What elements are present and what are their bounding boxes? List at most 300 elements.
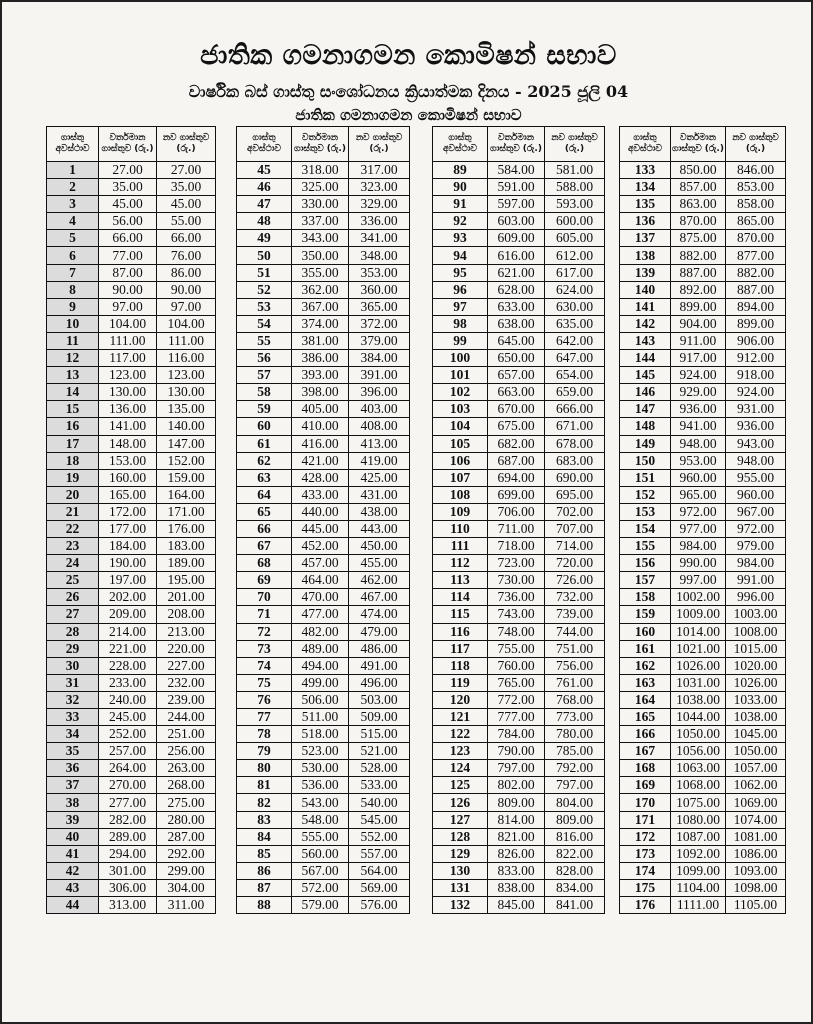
new-fare-cell: 569.00 [349, 879, 410, 896]
table-row [433, 162, 605, 179]
table-row [433, 709, 605, 726]
new-fare-cell: 292.00 [157, 845, 216, 862]
table-row [620, 230, 786, 247]
table-row [620, 520, 786, 537]
table-row [47, 794, 216, 811]
fare-table [236, 126, 410, 914]
new-fare-cell: 877.00 [726, 247, 786, 264]
table-row [237, 401, 410, 418]
current-fare-cell: 66.00 [99, 230, 157, 247]
new-fare-cell: 612.00 [545, 247, 605, 264]
new-fare-cell: 353.00 [349, 264, 410, 281]
fare-section-cell: 100 [433, 350, 488, 367]
fare-section-cell: 128 [433, 828, 488, 845]
new-fare-cell: 720.00 [545, 555, 605, 572]
table-row [47, 350, 216, 367]
table-row [433, 589, 605, 606]
fare-section-cell: 85 [237, 845, 292, 862]
fare-section-cell: 24 [47, 555, 99, 572]
current-fare-cell: 555.00 [292, 828, 349, 845]
table-row [47, 555, 216, 572]
fare-section-cell: 109 [433, 503, 488, 520]
table-row [47, 435, 216, 452]
new-fare-cell: 972.00 [726, 520, 786, 537]
current-fare-cell: 790.00 [488, 743, 545, 760]
new-fare-cell: 841.00 [545, 897, 605, 914]
fare-section-cell: 60 [237, 418, 292, 435]
fare-section-cell: 145 [620, 367, 671, 384]
fare-section-cell: 154 [620, 520, 671, 537]
table-row [433, 179, 605, 196]
fare-section-cell: 117 [433, 640, 488, 657]
fare-section-cell: 171 [620, 811, 671, 828]
current-fare-cell: 1104.00 [671, 879, 726, 896]
table-row [47, 196, 216, 213]
current-fare-cell: 616.00 [488, 247, 545, 264]
fare-section-cell: 114 [433, 589, 488, 606]
current-fare-cell: 405.00 [292, 401, 349, 418]
new-fare-cell: 931.00 [726, 401, 786, 418]
current-fare-cell: 850.00 [671, 162, 726, 179]
fare-section-cell: 21 [47, 503, 99, 520]
fare-section-cell: 67 [237, 538, 292, 555]
table-row [237, 230, 410, 247]
new-fare-cell: 899.00 [726, 315, 786, 332]
fare-section-cell: 73 [237, 640, 292, 657]
fare-section-cell: 71 [237, 606, 292, 623]
new-fare-cell: 55.00 [157, 213, 216, 230]
current-fare-cell: 743.00 [488, 606, 545, 623]
current-fare-cell: 233.00 [99, 674, 157, 691]
new-fare-cell: 666.00 [545, 401, 605, 418]
new-fare-cell: 991.00 [726, 572, 786, 589]
table-row [237, 555, 410, 572]
table-row [620, 247, 786, 264]
table-row [237, 589, 410, 606]
current-fare-cell: 470.00 [292, 589, 349, 606]
table-row [433, 230, 605, 247]
current-fare-cell: 141.00 [99, 418, 157, 435]
current-fare-cell: 948.00 [671, 435, 726, 452]
table-row [620, 709, 786, 726]
table-row [620, 640, 786, 657]
table-row [237, 452, 410, 469]
current-fare-header: වර්තමාන ගාස්තුව (රු.) [488, 127, 545, 162]
new-fare-cell: 443.00 [349, 520, 410, 537]
table-row [237, 384, 410, 401]
new-fare-cell: 576.00 [349, 897, 410, 914]
fare-table [619, 126, 786, 914]
new-fare-cell: 171.00 [157, 503, 216, 520]
fare-section-cell: 139 [620, 264, 671, 281]
fare-section-cell: 5 [47, 230, 99, 247]
fare-section-cell: 56 [237, 350, 292, 367]
new-fare-cell: 540.00 [349, 794, 410, 811]
current-fare-cell: 87.00 [99, 264, 157, 281]
new-fare-cell: 90.00 [157, 281, 216, 298]
table-row [47, 777, 216, 794]
table-row [47, 367, 216, 384]
current-fare-cell: 748.00 [488, 623, 545, 640]
new-fare-cell: 372.00 [349, 315, 410, 332]
fare-section-cell: 86 [237, 862, 292, 879]
new-fare-cell: 263.00 [157, 760, 216, 777]
fare-section-cell: 63 [237, 469, 292, 486]
fare-section-cell: 87 [237, 879, 292, 896]
new-fare-cell: 104.00 [157, 315, 216, 332]
new-fare-header: නව ගාස්තුව (රු.) [545, 127, 605, 162]
current-fare-cell: 433.00 [292, 486, 349, 503]
fare-section-cell: 19 [47, 469, 99, 486]
fare-section-cell: 7 [47, 264, 99, 281]
table-row [433, 691, 605, 708]
new-fare-cell: 887.00 [726, 281, 786, 298]
fare-section-cell: 155 [620, 538, 671, 555]
current-fare-cell: 511.00 [292, 709, 349, 726]
fare-section-cell: 132 [433, 897, 488, 914]
new-fare-cell: 768.00 [545, 691, 605, 708]
current-fare-cell: 1026.00 [671, 657, 726, 674]
fare-section-cell: 53 [237, 298, 292, 315]
new-fare-cell: 176.00 [157, 520, 216, 537]
fare-table [46, 126, 216, 914]
current-fare-cell: 904.00 [671, 315, 726, 332]
fare-section-cell: 78 [237, 726, 292, 743]
new-fare-cell: 739.00 [545, 606, 605, 623]
table-row [433, 486, 605, 503]
new-fare-cell: 785.00 [545, 743, 605, 760]
current-fare-cell: 264.00 [99, 760, 157, 777]
current-fare-cell: 506.00 [292, 691, 349, 708]
fare-section-cell: 159 [620, 606, 671, 623]
fare-section-cell: 95 [433, 264, 488, 281]
fare-section-cell: 168 [620, 760, 671, 777]
current-fare-cell: 1031.00 [671, 674, 726, 691]
new-fare-cell: 707.00 [545, 520, 605, 537]
current-fare-cell: 165.00 [99, 486, 157, 503]
current-fare-cell: 911.00 [671, 332, 726, 349]
fare-section-cell: 81 [237, 777, 292, 794]
fare-section-cell: 31 [47, 674, 99, 691]
fare-section-cell: 121 [433, 709, 488, 726]
fare-section-cell: 47 [237, 196, 292, 213]
table-row [433, 862, 605, 879]
current-fare-cell: 343.00 [292, 230, 349, 247]
fare-section-cell: 89 [433, 162, 488, 179]
fare-section-cell: 64 [237, 486, 292, 503]
new-fare-cell: 413.00 [349, 435, 410, 452]
current-fare-cell: 797.00 [488, 760, 545, 777]
table-header-row [433, 127, 605, 162]
new-fare-cell: 797.00 [545, 777, 605, 794]
current-fare-cell: 489.00 [292, 640, 349, 657]
current-fare-cell: 1002.00 [671, 589, 726, 606]
new-fare-cell: 280.00 [157, 811, 216, 828]
table-row [433, 845, 605, 862]
fare-section-cell: 65 [237, 503, 292, 520]
new-fare-cell: 714.00 [545, 538, 605, 555]
new-fare-cell: 635.00 [545, 315, 605, 332]
table-row [433, 606, 605, 623]
table-row [47, 401, 216, 418]
table-row [237, 162, 410, 179]
table-row [237, 777, 410, 794]
fare-section-cell: 167 [620, 743, 671, 760]
table-row [620, 350, 786, 367]
current-fare-cell: 772.00 [488, 691, 545, 708]
fare-section-cell: 54 [237, 315, 292, 332]
new-fare-cell: 581.00 [545, 162, 605, 179]
fare-section-cell: 97 [433, 298, 488, 315]
fare-section-cell: 57 [237, 367, 292, 384]
fare-section-cell: 104 [433, 418, 488, 435]
fare-section-cell: 35 [47, 743, 99, 760]
fare-section-cell: 33 [47, 709, 99, 726]
new-fare-cell: 960.00 [726, 486, 786, 503]
new-fare-cell: 360.00 [349, 281, 410, 298]
new-fare-cell: 491.00 [349, 657, 410, 674]
current-fare-cell: 136.00 [99, 401, 157, 418]
new-fare-cell: 1026.00 [726, 674, 786, 691]
new-fare-cell: 642.00 [545, 332, 605, 349]
new-fare-cell: 66.00 [157, 230, 216, 247]
fare-section-cell: 61 [237, 435, 292, 452]
fare-section-cell: 40 [47, 828, 99, 845]
table-row [237, 435, 410, 452]
fare-section-cell: 163 [620, 674, 671, 691]
fare-section-cell: 76 [237, 691, 292, 708]
new-fare-cell: 152.00 [157, 452, 216, 469]
table-row [433, 811, 605, 828]
new-fare-cell: 1015.00 [726, 640, 786, 657]
new-fare-cell: 816.00 [545, 828, 605, 845]
new-fare-cell: 865.00 [726, 213, 786, 230]
new-fare-cell: 671.00 [545, 418, 605, 435]
new-fare-cell: 1074.00 [726, 811, 786, 828]
fare-section-cell: 133 [620, 162, 671, 179]
current-fare-header: වර්තමාන ගාස්තුව (රු.) [292, 127, 349, 162]
new-fare-cell: 116.00 [157, 350, 216, 367]
new-fare-cell: 853.00 [726, 179, 786, 196]
fare-section-cell: 134 [620, 179, 671, 196]
fare-section-cell: 77 [237, 709, 292, 726]
table-row [433, 384, 605, 401]
new-fare-cell: 189.00 [157, 555, 216, 572]
current-fare-cell: 381.00 [292, 332, 349, 349]
fare-section-cell: 23 [47, 538, 99, 555]
fare-section-cell: 3 [47, 196, 99, 213]
table-row [433, 401, 605, 418]
table-row [620, 332, 786, 349]
current-fare-cell: 410.00 [292, 418, 349, 435]
new-fare-cell: 882.00 [726, 264, 786, 281]
table-row [237, 196, 410, 213]
new-fare-cell: 780.00 [545, 726, 605, 743]
fare-section-cell: 74 [237, 657, 292, 674]
table-row [47, 332, 216, 349]
current-fare-cell: 567.00 [292, 862, 349, 879]
document-title: ජාතික ගමනාගමන කොමිෂන් සභාව [200, 40, 617, 71]
current-fare-header: වර්තමාන ගාස්තුව (රු.) [671, 127, 726, 162]
current-fare-cell: 760.00 [488, 657, 545, 674]
fare-section-cell: 39 [47, 811, 99, 828]
fare-section-cell: 15 [47, 401, 99, 418]
current-fare-cell: 428.00 [292, 469, 349, 486]
new-fare-cell: 605.00 [545, 230, 605, 247]
table-row [620, 811, 786, 828]
current-fare-cell: 1075.00 [671, 794, 726, 811]
table-row [620, 879, 786, 896]
new-fare-cell: 1045.00 [726, 726, 786, 743]
new-fare-cell: 678.00 [545, 435, 605, 452]
current-fare-cell: 621.00 [488, 264, 545, 281]
table-row [433, 743, 605, 760]
table-row [47, 572, 216, 589]
new-fare-cell: 1038.00 [726, 709, 786, 726]
fare-section-cell: 34 [47, 726, 99, 743]
table-row [47, 264, 216, 281]
current-fare-cell: 277.00 [99, 794, 157, 811]
fare-section-cell: 175 [620, 879, 671, 896]
new-fare-cell: 773.00 [545, 709, 605, 726]
fare-section-cell: 2 [47, 179, 99, 196]
fare-section-cell: 37 [47, 777, 99, 794]
current-fare-cell: 687.00 [488, 452, 545, 469]
fare-section-cell: 130 [433, 862, 488, 879]
table-row [620, 315, 786, 332]
current-fare-cell: 35.00 [99, 179, 157, 196]
new-fare-cell: 756.00 [545, 657, 605, 674]
table-row [433, 367, 605, 384]
current-fare-cell: 1009.00 [671, 606, 726, 623]
fare-section-cell: 49 [237, 230, 292, 247]
new-fare-cell: 948.00 [726, 452, 786, 469]
new-fare-cell: 858.00 [726, 196, 786, 213]
table-row [237, 897, 410, 914]
current-fare-cell: 245.00 [99, 709, 157, 726]
table-row [433, 315, 605, 332]
table-row [47, 743, 216, 760]
fare-section-cell: 68 [237, 555, 292, 572]
current-fare-cell: 977.00 [671, 520, 726, 537]
table-row [620, 777, 786, 794]
table-row [47, 452, 216, 469]
current-fare-cell: 548.00 [292, 811, 349, 828]
fare-section-cell: 36 [47, 760, 99, 777]
new-fare-cell: 275.00 [157, 794, 216, 811]
new-fare-cell: 304.00 [157, 879, 216, 896]
new-fare-cell: 1069.00 [726, 794, 786, 811]
fare-section-cell: 10 [47, 315, 99, 332]
new-fare-cell: 1105.00 [726, 897, 786, 914]
new-fare-cell: 336.00 [349, 213, 410, 230]
fare-section-cell: 127 [433, 811, 488, 828]
fare-section-cell: 26 [47, 589, 99, 606]
fare-section-cell: 107 [433, 469, 488, 486]
fare-section-cell: 79 [237, 743, 292, 760]
current-fare-cell: 45.00 [99, 196, 157, 213]
current-fare-cell: 452.00 [292, 538, 349, 555]
fare-section-cell: 29 [47, 640, 99, 657]
fare-section-cell: 66 [237, 520, 292, 537]
fare-section-cell: 38 [47, 794, 99, 811]
new-fare-cell: 164.00 [157, 486, 216, 503]
section-header: ගාස්තු අවස්ථාව [433, 127, 488, 162]
current-fare-cell: 892.00 [671, 281, 726, 298]
current-fare-cell: 350.00 [292, 247, 349, 264]
current-fare-cell: 965.00 [671, 486, 726, 503]
table-row [433, 760, 605, 777]
new-fare-cell: 213.00 [157, 623, 216, 640]
table-row [47, 811, 216, 828]
fare-section-cell: 112 [433, 555, 488, 572]
new-fare-cell: 35.00 [157, 179, 216, 196]
table-row [433, 503, 605, 520]
fare-section-cell: 20 [47, 486, 99, 503]
fare-section-cell: 173 [620, 845, 671, 862]
table-row [237, 350, 410, 367]
fare-section-cell: 91 [433, 196, 488, 213]
table-row [237, 538, 410, 555]
fare-section-cell: 27 [47, 606, 99, 623]
fare-section-cell: 142 [620, 315, 671, 332]
new-fare-cell: 239.00 [157, 691, 216, 708]
current-fare-cell: 1014.00 [671, 623, 726, 640]
fare-section-cell: 118 [433, 657, 488, 674]
new-fare-cell: 695.00 [545, 486, 605, 503]
new-fare-cell: 822.00 [545, 845, 605, 862]
fare-section-cell: 108 [433, 486, 488, 503]
fare-section-cell: 152 [620, 486, 671, 503]
new-fare-cell: 323.00 [349, 179, 410, 196]
table-row [47, 247, 216, 264]
table-row [620, 794, 786, 811]
new-fare-cell: 593.00 [545, 196, 605, 213]
current-fare-cell: 477.00 [292, 606, 349, 623]
fare-section-cell: 32 [47, 691, 99, 708]
new-fare-cell: 557.00 [349, 845, 410, 862]
fare-section-cell: 105 [433, 435, 488, 452]
fare-section-cell: 144 [620, 350, 671, 367]
current-fare-cell: 821.00 [488, 828, 545, 845]
new-fare-cell: 299.00 [157, 862, 216, 879]
fare-section-cell: 99 [433, 332, 488, 349]
table-row [620, 179, 786, 196]
current-fare-cell: 325.00 [292, 179, 349, 196]
current-fare-cell: 650.00 [488, 350, 545, 367]
fare-section-cell: 18 [47, 452, 99, 469]
fare-section-cell: 45 [237, 162, 292, 179]
table-row [620, 897, 786, 914]
fare-section-cell: 51 [237, 264, 292, 281]
new-fare-cell: 431.00 [349, 486, 410, 503]
new-fare-cell: 86.00 [157, 264, 216, 281]
new-fare-cell: 654.00 [545, 367, 605, 384]
current-fare-cell: 252.00 [99, 726, 157, 743]
table-row [47, 520, 216, 537]
new-fare-cell: 268.00 [157, 777, 216, 794]
new-fare-cell: 183.00 [157, 538, 216, 555]
fare-section-cell: 69 [237, 572, 292, 589]
fare-section-cell: 169 [620, 777, 671, 794]
fare-section-cell: 52 [237, 281, 292, 298]
fare-section-cell: 161 [620, 640, 671, 657]
table-row [433, 264, 605, 281]
fare-section-cell: 147 [620, 401, 671, 418]
table-row [47, 691, 216, 708]
current-fare-cell: 209.00 [99, 606, 157, 623]
table-row [620, 452, 786, 469]
